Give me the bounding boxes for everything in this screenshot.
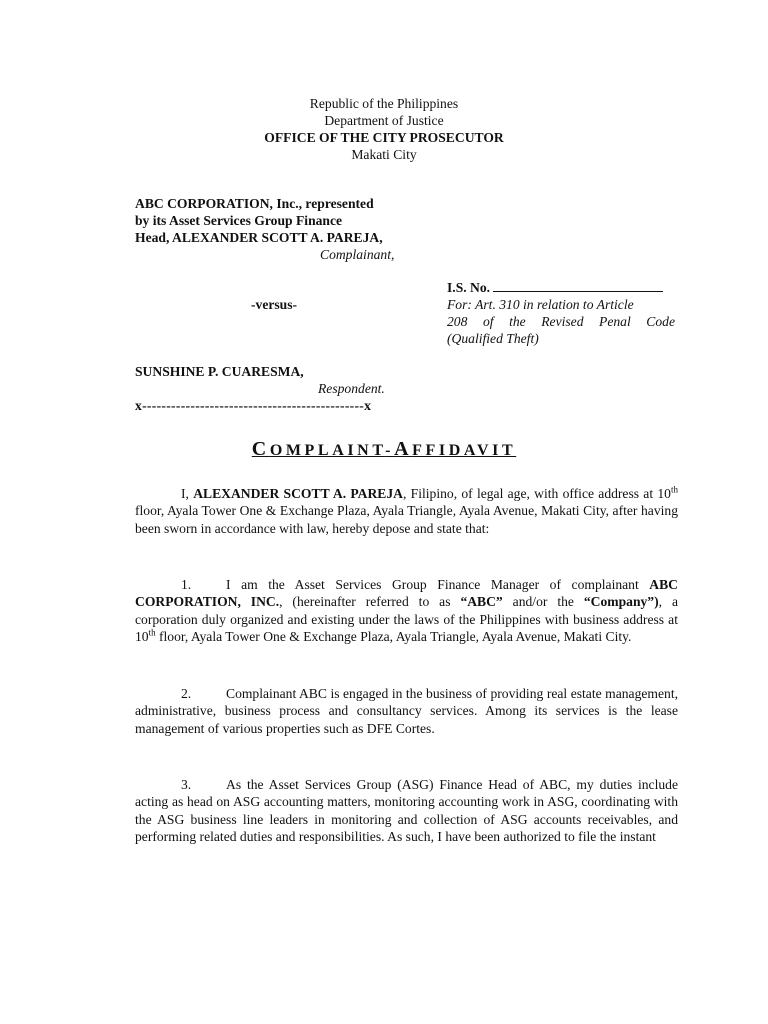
charge-line-3: (Qualified Theft) — [447, 331, 539, 346]
header-city: Makati City — [351, 147, 417, 162]
paragraph-text: Complainant ABC is engaged in the business of providing real estate management, administrative, business process and consultancy services. Among its services is the lease management of various properties such as DFE Cortes. — [135, 686, 678, 736]
title-rest-1: OMPLAINT — [269, 442, 386, 459]
affiant-name: ALEXANDER SCOTT A. PAREJA — [193, 486, 403, 501]
document-title — [0, 438, 768, 461]
title-initial-c: C — [251, 438, 270, 460]
paragraph-1: 1. I am the Asset Services Group Finance Manager of complainant ABC CORPORATION, INC., (hereinafter referred to as “ABC” and/or the “Company”), a corporation duly organized and existing under the laws of the Philippines with business address at 10th floor, Ayala Tower One & Exchange Plaza, Ayala Triangle, Ayala Avenue, Makati City. — [135, 577, 678, 644]
complainant-line-1: ABC CORPORATION, Inc., represented — [135, 196, 374, 211]
paragraph-number: 2. — [181, 686, 192, 701]
paragraph-number: 3. — [181, 777, 192, 792]
complainant-line-3: Head, ALEXANDER SCOTT A. PAREJA, — [135, 230, 383, 245]
complainant-line-2: by its Asset Services Group Finance — [135, 213, 343, 228]
header-department: Department of Justice — [324, 113, 444, 128]
charge-line-2: 208 of the Revised Penal Code — [447, 314, 675, 329]
caption-divider: x----------------------------------------------x — [135, 398, 372, 413]
title-initial-a: A — [394, 438, 413, 460]
charge-line-1: For: Art. 310 in relation to Article — [447, 297, 634, 312]
respondent-name: SUNSHINE P. CUARESMA, — [135, 364, 304, 379]
is-number-label: I.S. No. — [447, 280, 491, 295]
paragraph-number: 1. — [181, 577, 192, 592]
intro-paragraph: I, ALEXANDER SCOTT A. PAREJA, Filipino, of legal age, with office address at 10th floor, Ayala Tower One & Exchange Plaza, Ayala Triangle, Ayala Avenue, Makati City, after having been sworn in accordance with law, hereby depose and state that: — [135, 484, 678, 536]
is-number-field — [447, 279, 663, 296]
paragraph-2 — [135, 685, 678, 737]
paragraph-3 — [135, 776, 678, 845]
title-rest-2: FFIDAVIT — [412, 442, 517, 459]
is-number-blank — [493, 279, 663, 292]
header-republic: Republic of the Philippines — [309, 96, 459, 111]
paragraph-text: As the Asset Services Group (ASG) Finance Head of ABC, my duties include acting as head on ASG accounting matters, monitoring accounting work in ASG, coordinating with the ASG business line leaders in monitoring and collection of ASG accounts receivables, and performing related duties and responsibilities. As such, I have been authorized to file the instant — [135, 777, 678, 844]
title-dash: - — [385, 442, 395, 459]
header-office: OFFICE OF THE CITY PROSECUTOR — [264, 130, 504, 145]
versus-label: -versus- — [251, 297, 298, 312]
complainant-role: Complainant, — [320, 247, 395, 262]
respondent-role: Respondent. — [318, 381, 385, 396]
